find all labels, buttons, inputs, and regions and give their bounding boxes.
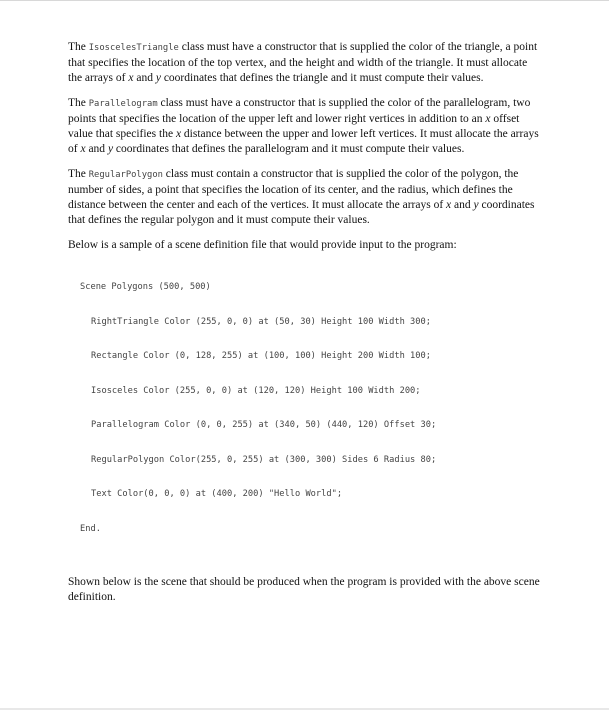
text-run: coordinates that defines the parallelogram and it must compute their values. — [113, 143, 465, 155]
variable-y: y — [155, 72, 161, 84]
code-line: Text Color(0, 0, 0) at (400, 200) "Hello World"; — [91, 489, 343, 499]
text-run: The — [68, 168, 89, 180]
variable-x: x — [80, 143, 86, 155]
code-line: RightTriangle Color (255, 0, 0) at (50, 30) Height 100 Width 300; — [91, 316, 431, 327]
variable-x: x — [485, 113, 491, 125]
scene-definition-code — [80, 259, 540, 558]
code-line: RegularPolygon Color(255, 0, 255) at (300, 300) Sides 6 Radius 80; — [91, 454, 437, 465]
code-header-line: Scene Polygons (500, 500) — [80, 282, 211, 292]
text-run: offset value that specifies the — [68, 113, 520, 140]
text-run: and — [85, 143, 108, 155]
text-run: class must contain a constructor that is supplied the color of the polygon, the number of sides, a point that specifies the location of its center, and the radius, which defines the distance between the center and each of the vertices. It must allocate the arrays of — [68, 168, 519, 211]
class-name-parallelogram: Parallelogram — [88, 99, 158, 109]
text-run: coordinates that defines the regular polygon and it must compute their values. — [68, 199, 535, 226]
class-name-isosceles: IsoscelesTriangle — [88, 43, 179, 53]
text-run: class must have a constructor that is supplied the color of the parallelogram, two points that specifies the location of the upper left and lower right vertices in addition to an — [68, 97, 531, 125]
text-run: The — [68, 41, 89, 53]
code-line: Isosceles Color (255, 0, 0) at (120, 120) Height 100 Width 200; — [91, 385, 421, 396]
text-run: class must have a constructor that is supplied the color of the triangle, a point that specifies the location of the top vertex, and the height and width of the triangle. It must allocate the arrays of — [68, 41, 538, 84]
top-divider — [0, 0, 609, 1]
variable-y: y — [473, 199, 479, 211]
text-run: and — [451, 199, 474, 211]
closing-paragraph: Shown below is the scene that should be produced when the program is provided with the above scene definition. — [68, 576, 540, 603]
class-name-regular-polygon: RegularPolygon — [88, 170, 163, 180]
variable-y: y — [107, 143, 114, 155]
document-page — [68, 40, 540, 615]
text-run: coordinates that defines the triangle and it must compute their values. — [160, 72, 484, 84]
code-line: Rectangle Color (0, 128, 255) at (100, 100) Height 200 Width 100; — [91, 351, 431, 361]
sample-intro-paragraph: Below is a sample of a scene definition file that would provide input to the program: — [68, 239, 457, 251]
variable-x: x — [175, 128, 182, 140]
code-line: Parallelogram Color (0, 0, 255) at (340, 50) (440, 120) Offset 30; — [91, 420, 437, 430]
text-run: The — [68, 97, 89, 109]
text-run: and — [133, 72, 156, 84]
variable-x: x — [128, 72, 134, 84]
parallelogram-paragraph — [68, 96, 540, 157]
isosceles-paragraph — [68, 40, 540, 86]
text-run: distance between the upper and lower left vertices. It must allocate the arrays of — [68, 128, 539, 155]
variable-x: x — [446, 199, 452, 211]
code-footer-line: End. — [80, 523, 101, 534]
regular-polygon-paragraph — [68, 167, 540, 228]
